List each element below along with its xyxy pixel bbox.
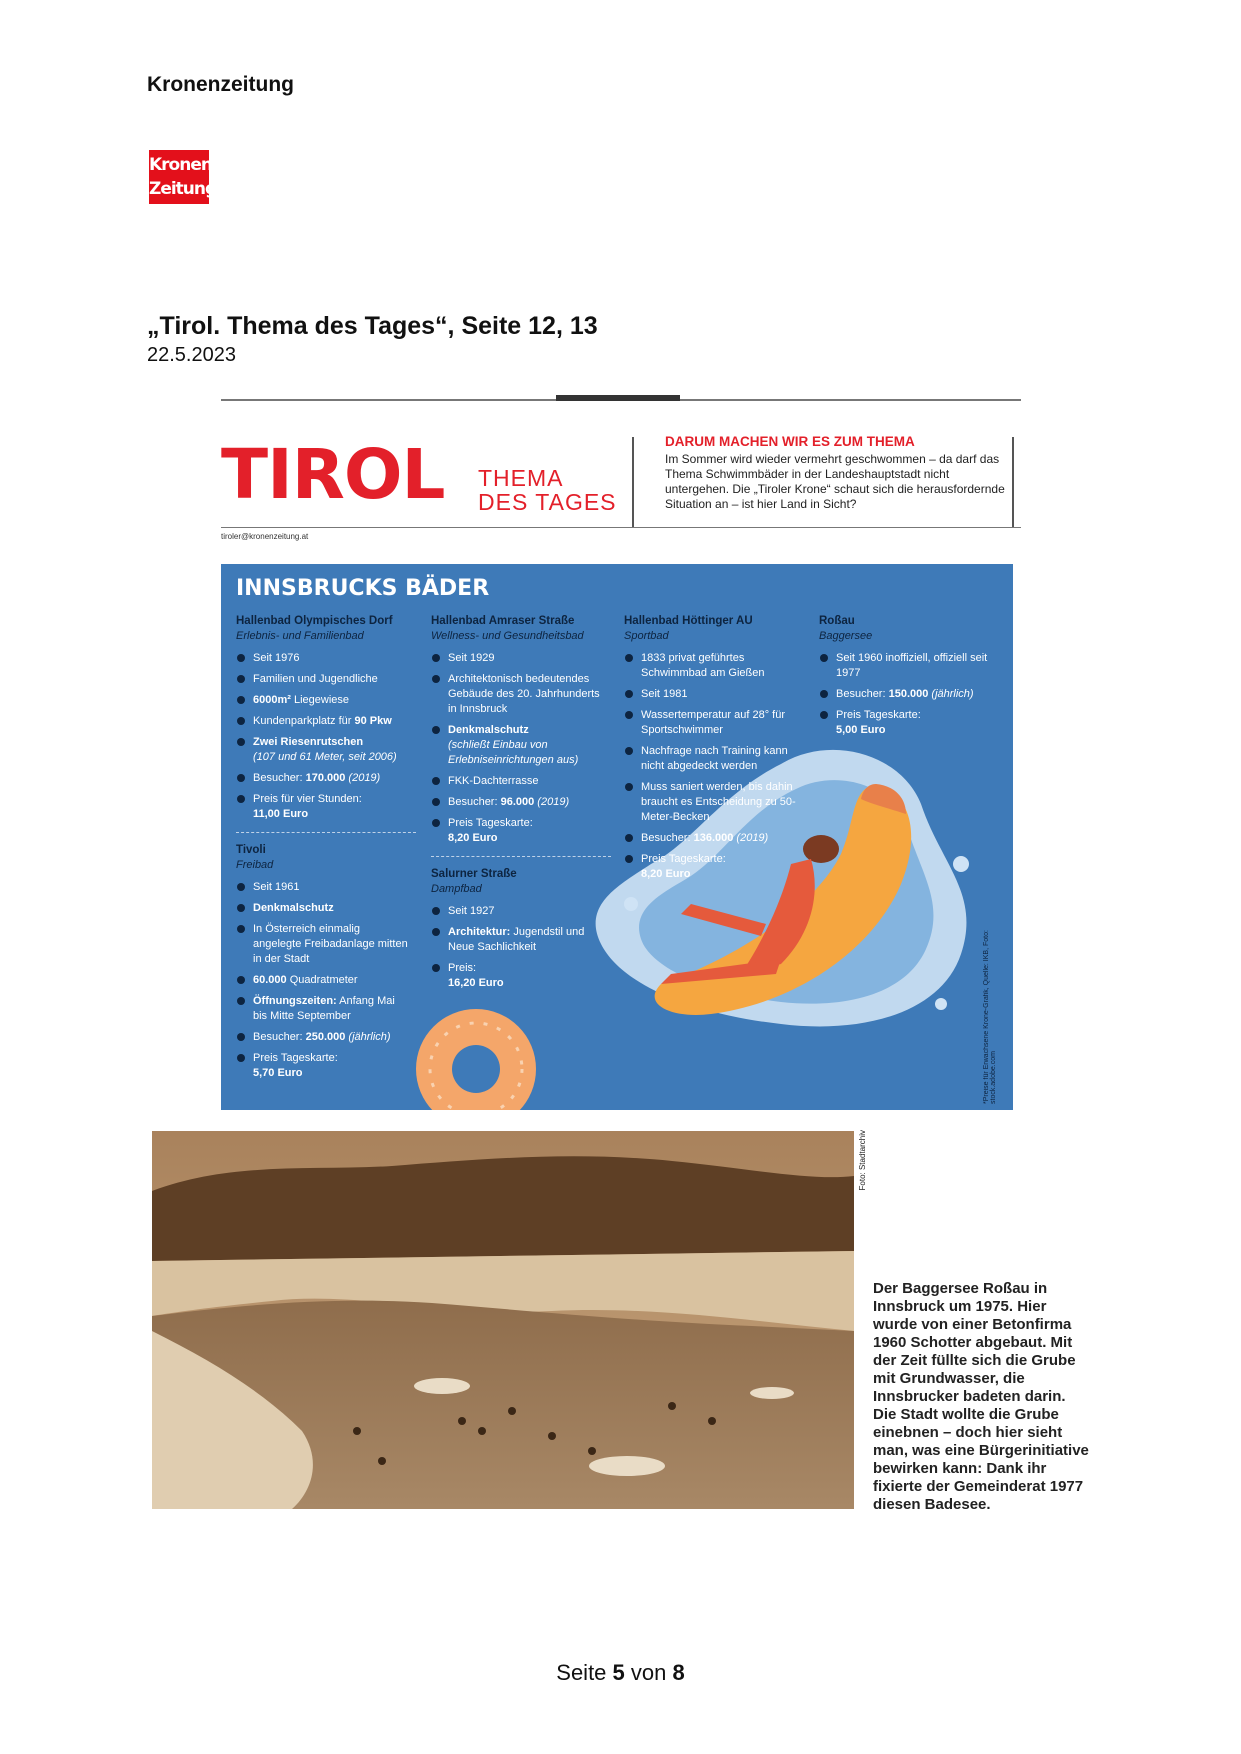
list-item: FKK-Dachterrasse: [431, 774, 611, 789]
pool-name: Hallenbad Olympisches Dorf: [236, 615, 393, 627]
list-item: Muss saniert werden, bis dahin braucht es Entscheidung zu 50-Meter-Becken: [624, 780, 809, 825]
water-drop: [624, 897, 638, 911]
logo-line-2: Zeitung: [149, 179, 217, 199]
header-divider: [632, 437, 634, 527]
section-subtitle-line-2: DES TAGES: [478, 489, 617, 515]
list-item: 60.000 Quadratmeter: [236, 973, 411, 988]
list-item: 1833 privat geführtes Schwimmbad am Gießen: [624, 651, 809, 681]
list-item: Seit 1961: [236, 880, 411, 895]
logo-line-1: Kronen: [149, 155, 212, 175]
infographic-credit: *Preise für Erwachsene Krone-Grafik, Quelle: IKB, Foto: stock.adobe.com: [983, 930, 997, 1104]
pool-type: Sportbad: [624, 630, 669, 642]
list-item: Denkmalschutz: [236, 901, 411, 916]
list-item: Seit 1929: [431, 651, 611, 666]
header-right-rule: [1012, 437, 1014, 527]
pool-type: Dampfbad: [431, 883, 482, 895]
rubber-boat: [414, 1378, 470, 1394]
column-3: [624, 614, 809, 888]
photo-caption: Der Baggersee Roßau in Innsbruck um 1975. Hier wurde von einer Betonfirma 1960 Schotter abgebaut. Mit der Zeit füllte sich die Grube mit Grundwasser, die Innsbrucker badeten darin. Die Stadt wollte die Grube einebnen – doch hier sieht man, was eine Bürgerinitiative bewirken kann: Dank ihr fixierte der Gemeinderat 1977 diesen Badesee.: [873, 1280, 1089, 1513]
list-item: In Österreich einmalig angelegte Freibadanlage mitten in der Stadt: [236, 922, 411, 967]
footer-prefix: Seite: [556, 1660, 613, 1685]
list-item: Preis Tageskarte: 5,70 Euro: [236, 1051, 411, 1081]
list-item: Öffnungszeiten: Anfang Mai bis Mitte September: [236, 994, 411, 1024]
lake-photo-illustration: [152, 1131, 854, 1509]
list-item: Denkmalschutz (schließt Einbau von Erlebniseinrichtungen aus): [431, 723, 611, 768]
pool-name: Hallenbad Amraser Straße: [431, 615, 575, 627]
email-address: tiroler@kronenzeitung.at: [221, 532, 309, 541]
rubber-boat: [589, 1456, 665, 1476]
list-item: Kundenparkplatz für 90 Pkw: [236, 714, 411, 729]
header-bottom-rule: [221, 527, 1021, 528]
article-title: „Tirol. Thema des Tages“, Seite 12, 13: [147, 312, 598, 340]
water-drop: [953, 856, 969, 872]
list-item: Seit 1960 inoffiziell, offiziell seit 1977: [819, 651, 999, 681]
list-item: Besucher: 170.000 (2019): [236, 771, 411, 786]
divider: [236, 832, 416, 833]
list-item: Wassertemperatur auf 28° für Sportschwimmer: [624, 708, 809, 738]
rubber-boat: [750, 1387, 794, 1399]
section-subtitle: [478, 466, 617, 514]
list-item: Architektur: Jugendstil und Neue Sachlichkeit: [431, 925, 611, 955]
publication-name: Kronenzeitung: [147, 73, 294, 96]
historic-photo: [152, 1131, 854, 1509]
article-date: 22.5.2023: [147, 344, 236, 366]
pool-name: Roßau: [819, 615, 855, 627]
pool-type: Erlebnis- und Familienbad: [236, 630, 364, 642]
section-subtitle-line-1: THEMA: [478, 465, 564, 491]
list-item: Architektonisch bedeutendes Gebäude des 20. Jahrhunderts in Innsbruck: [431, 672, 611, 717]
swim-ring-hole: [452, 1045, 500, 1093]
page-footer: [0, 1660, 1241, 1686]
why-text: Im Sommer wird wieder vermehrt geschwommen – da darf das Thema Schwimmbäder in der Landeshauptstadt nicht untergehen. Die „Tiroler Krone“ schaut sich die herausfordernde Situation an – ist hier Land in Sicht?: [665, 452, 1005, 511]
pool-type: Freibad: [236, 859, 274, 871]
section-title: TIROL: [221, 435, 445, 515]
pool-name: Tivoli: [236, 844, 266, 856]
list-item: Zwei Riesenrutschen (107 und 61 Meter, seit 2006): [236, 735, 411, 765]
list-item: 6000m² Liegewiese: [236, 693, 411, 708]
total-pages: 8: [672, 1660, 685, 1685]
list-item: Besucher: 250.000 (jährlich): [236, 1030, 411, 1045]
list-item: Besucher: 96.000 (2019): [431, 795, 611, 810]
list-item: Seit 1976: [236, 651, 411, 666]
pool-type: Baggersee: [819, 630, 873, 642]
forest-hills: [152, 1156, 854, 1261]
list-item: Seit 1981: [624, 687, 809, 702]
pool-name: Hallenbad Höttinger AU: [624, 615, 753, 627]
list-item: Preis Tageskarte: 8,20 Euro: [431, 816, 611, 846]
pool-type: Wellness- und Gesundheitsbad: [431, 630, 584, 642]
list-item: Besucher: 136.000 (2019): [624, 831, 809, 846]
list-item: Besucher: 150.000 (jährlich): [819, 687, 999, 702]
list-item: Preis für vier Stunden: 11,00 Euro: [236, 792, 411, 822]
why-heading: DARUM MACHEN WIR ES ZUM THEMA: [665, 434, 915, 449]
column-4: [819, 614, 999, 744]
column-2: [431, 614, 611, 997]
list-item: Preis: 16,20 Euro: [431, 961, 611, 991]
photo-credit: Foto: Stadtarchiv: [858, 1130, 867, 1191]
list-item: Nachfrage nach Training kann nicht abgedeckt werden: [624, 744, 809, 774]
divider: [431, 856, 611, 857]
list-item: Preis Tageskarte: 8,20 Euro: [624, 852, 809, 882]
list-item: Preis Tageskarte: 5,00 Euro: [819, 708, 999, 738]
infographic: [221, 564, 1013, 1110]
infographic-title: INNSBRUCKS BÄDER: [236, 576, 490, 601]
water-drop: [935, 998, 947, 1010]
current-page: 5: [612, 1660, 625, 1685]
clipping-top-bar: [556, 395, 680, 401]
kronen-zeitung-logo: [149, 150, 217, 204]
list-item: Seit 1927: [431, 904, 611, 919]
list-item: Familien und Jugendliche: [236, 672, 411, 687]
pool-name: Salurner Straße: [431, 868, 517, 880]
column-1: [236, 614, 411, 1087]
footer-middle: von: [624, 1660, 673, 1685]
